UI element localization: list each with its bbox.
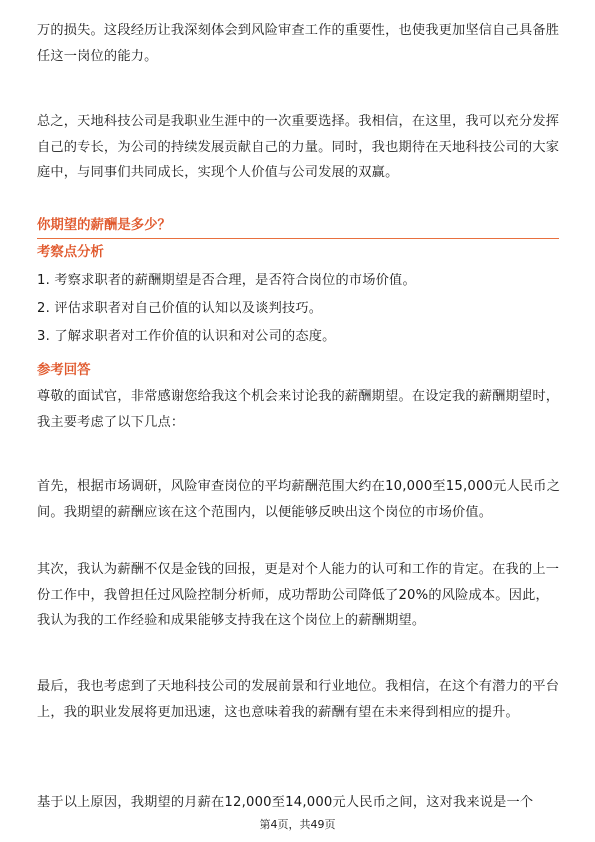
analysis-item-1: 1. 考察求职者的薪酬期望是否合理，是否符合岗位的市场价值。 <box>37 273 416 288</box>
intro-paragraph-1: 万的损失。这段经历让我深刻体会到风险审查工作的重要性，也使我更加坚信自己具备胜任这一岗位的能力。 <box>37 23 560 64</box>
answer-paragraph-5: 基于以上原因，我期望的月薪在12,000至14,000元人民币之间，这对我来说是一个 <box>37 795 534 810</box>
analysis-item-2: 2. 评估求职者对自己价值的认知以及谈判技巧。 <box>37 301 323 316</box>
intro-paragraph-2: 总之，天地科技公司是我职业生涯中的一次重要选择。我相信，在这里，我可以充分发挥自己的专长，为公司的持续发展贡献自己的力量。同时，我也期待在天地科技公司的大家庭中，与同事们共同成长，实现个人价值与公司发展的双赢。 <box>37 114 560 180</box>
answer-paragraph-4: 最后，我也考虑到了天地科技公司的发展前景和行业地位。我相信，在这个有潜力的平台上，我的职业发展将更加迅速，这也意味着我的薪酬有望在未来得到相应的提升。 <box>37 679 560 720</box>
answer-paragraph-2: 首先，根据市场调研，风险审查岗位的平均薪酬范围大约在10,000至15,000元人民币之间。我期望的薪酬应该在这个范围内，以便能够反映出这个岗位的市场价值。 <box>37 479 561 520</box>
question-divider <box>37 238 559 239</box>
question-title: 你期望的薪酬是多少？ <box>37 218 171 233</box>
answer-paragraph-1: 尊敬的面试官，非常感谢您给我这个机会来讨论我的薪酬期望。在设定我的薪酬期望时，我主要考虑了以下几点： <box>37 389 560 430</box>
answer-heading: 参考回答 <box>37 363 91 378</box>
analysis-heading: 考察点分析 <box>37 245 104 260</box>
page-number: 第4页，共49页 <box>259 818 336 831</box>
analysis-item-3: 3. 了解求职者对工作价值的认识和对公司的态度。 <box>37 329 336 344</box>
answer-paragraph-3: 其次，我认为薪酬不仅是金钱的回报，更是对个人能力的认可和工作的肯定。在我的上一份工作中，我曾担任过风险控制分析师，成功帮助公司降低了20%的风险成本。因此，我认为我的工作经验和成果能够支持我在这个岗位上的薪酬期望。 <box>37 562 560 628</box>
